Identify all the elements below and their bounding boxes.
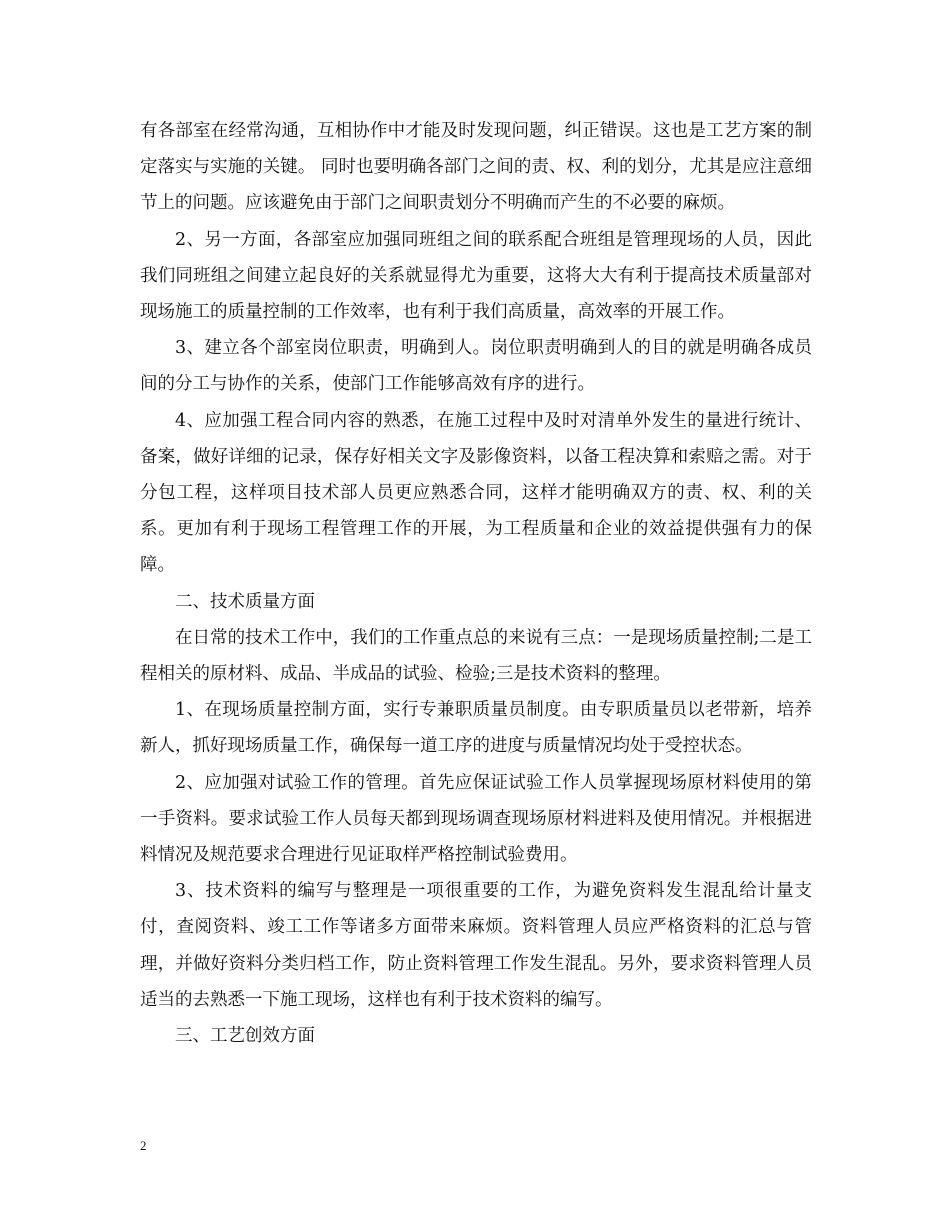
paragraph-4: 4、应加强工程合同内容的熟悉，在施工过程中及时对清单外发生的量进行统计、备案，做好详细的记录，保存好相关文字及影像资料，以备工程决算和索赔之需。对于分包工程，这样项目技术部人员更应熟悉合同，这样才能明确双方的责、权、利的关系。更加有利于现场工程管理工作的开展，为工程质量和企业的效益提供强有力的保障。 — [140, 410, 812, 576]
paragraph-9: 3、技术资料的编写与整理是一项很重要的工作，为避免资料发生混乱给计量支付，查阅资料、竣工工作等诸多方面带来麻烦。资料管理人员应严格资料的汇总与管理，并做好资料分类归档工作，防止资料管理工作发生混乱。另外，要求资料管理人员适当的去熟悉一下施工现场，这样也有利于技术资料的编写。 — [140, 881, 812, 1010]
section-heading-process-efficiency: 三、工艺创效方面 — [175, 1026, 315, 1047]
paragraph-7: 1、在现场质量控制方面，实行专兼职质量员制度。由专职质量员以老带新，培养新人，抓好现场质量工作，确保每一道工序的进度与质量情况均处于受控状态。 — [140, 700, 812, 757]
paragraph-1: 有各部室在经常沟通，互相协作中才能及时发现问题，纠正错误。这也是工艺方案的制定落实与实施的关键。 同时也要明确各部门之间的责、权、利的划分，尤其是应注意细节上的问题。应该避免由于部门之间职责划分不明确而产生的不必要的麻烦。 — [140, 121, 812, 214]
page-number: 2 — [140, 1138, 147, 1153]
paragraph-3: 3、建立各个部室岗位职责，明确到人。岗位职责明确到人的目的就是明确各成员间的分工与协作的关系，使部门工作能够高效有序的进行。 — [140, 338, 812, 395]
paragraph-2: 2、另一方面，各部室应加强同班组之间的联系配合班组是管理现场的人员，因此我们同班组之间建立起良好的关系就显得尤为重要，这将大大有利于提高技术质量部对现场施工的质量控制的工作效率，也有利于我们高质量，高效率的开展工作。 — [140, 229, 812, 323]
body-text — [140, 113, 812, 1054]
paragraph-6: 在日常的技术工作中，我们的工作重点总的来说有三点：一是现场质量控制;二是工程相关的原材料、成品、半成品的试验、检验;三是技术资料的整理。 — [140, 627, 812, 685]
section-heading-technical-quality: 二、技术质量方面 — [175, 591, 315, 612]
paragraph-8: 2、应加强对试验工作的管理。首先应保证试验工作人员掌握现场原材料使用的第一手资料。要求试验工作人员每天都到现场调查现场原材料进料及使用情况。并根据进料情况及规范要求合理进行见证取样严格控制试验费用。 — [140, 772, 812, 866]
